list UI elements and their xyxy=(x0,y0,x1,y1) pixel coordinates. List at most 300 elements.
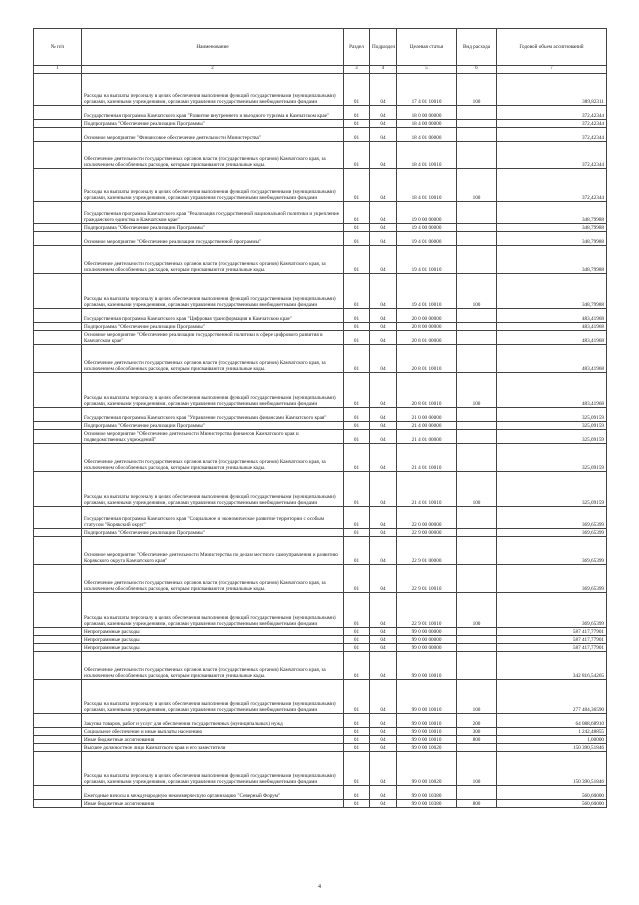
cell-razdel: 01 xyxy=(344,728,370,736)
cell-target: 19 4 01 10010 xyxy=(397,246,457,274)
table-row xyxy=(34,246,607,274)
cell-podrazdel: 04 xyxy=(370,593,397,628)
cell-amount: 325,09159 xyxy=(497,422,607,430)
cell-kind xyxy=(457,507,497,529)
cell-podrazdel: 04 xyxy=(370,331,397,345)
cell-razdel: 01 xyxy=(344,593,370,628)
table-row xyxy=(34,345,607,373)
table-row xyxy=(34,507,607,529)
cell-name: Расходы на выплаты персоналу в целях обеспечения выполнения функций государственными (муниципальными) органами, казенными учреждениями, органами управления государственными внебюджетными фондами xyxy=(82,752,344,786)
cell-amount: 342 816,54265 xyxy=(497,652,607,680)
cell-amount: 483,41968 xyxy=(497,373,607,408)
cell-kind xyxy=(457,202,497,224)
table-row xyxy=(34,752,607,786)
col-index-6: 6 xyxy=(457,66,497,74)
cell-name: Расходы на выплаты персоналу в целях обеспечения выполнения функций государственными (муниципальными) органами, казенными учреждениями, органами управления государственными внебюджетными фондами xyxy=(82,680,344,714)
cell-name: Расходы на выплаты персоналу в целях обеспечения выполнения функций государственными (муниципальными) органами, казенными учреждениями, органами управления государственными внебюджетными фондами xyxy=(82,74,344,106)
cell-name: Основное мероприятие "Финансовое обеспечение деятельности Министерства" xyxy=(82,128,344,142)
table-row xyxy=(34,373,607,408)
cell-name: Государственная программа Камчатского края "Цифровая трансформация в Камчатском крае" xyxy=(82,309,344,323)
cell-name: Расходы на выплаты персоналу в целях обеспечения выполнения функций государственными (муниципальными) органами, казенными учреждениями, органами управления государственными внебюджетными фондами xyxy=(82,593,344,628)
cell-name: Обеспечение деятельности государственных органов власти (государственных органов) Камчатского края, за исключением обособленных расходов, которым присваиваются уникальные коды. xyxy=(82,565,344,593)
cell-kind xyxy=(457,323,497,331)
cell-amount: 587 417,77901 xyxy=(497,644,607,652)
cell-name: Подпрограмма "Обеспечение реализации Программы" xyxy=(82,120,344,128)
table-row xyxy=(34,736,607,744)
cell-kind xyxy=(457,644,497,652)
cell-num xyxy=(34,636,82,644)
cell-razdel: 01 xyxy=(344,537,370,565)
table-row xyxy=(34,786,607,800)
table-row xyxy=(34,537,607,565)
cell-razdel: 01 xyxy=(344,636,370,644)
cell-kind xyxy=(457,331,497,345)
cell-podrazdel: 04 xyxy=(370,232,397,246)
cell-amount: 483,41968 xyxy=(497,323,607,331)
cell-num xyxy=(34,714,82,728)
cell-kind: 800 xyxy=(457,736,497,744)
col-header-name: Наименование xyxy=(82,29,344,66)
cell-podrazdel: 04 xyxy=(370,444,397,472)
cell-num xyxy=(34,331,82,345)
cell-name: Государственная программа Камчатского края "Управление государственными финансами Камчатского края" xyxy=(82,408,344,422)
cell-name: Закупка товаров, работ и услуг для обеспечения государственных (муниципальных) нужд xyxy=(82,714,344,728)
page-number: 4 xyxy=(318,884,321,890)
cell-razdel: 01 xyxy=(344,430,370,444)
cell-podrazdel: 04 xyxy=(370,345,397,373)
cell-podrazdel: 04 xyxy=(370,430,397,444)
cell-num xyxy=(34,529,82,537)
cell-amount: 369,65399 xyxy=(497,565,607,593)
cell-amount: 369,65399 xyxy=(497,529,607,537)
cell-target: 21 4 00 00000 xyxy=(397,422,457,430)
table-body xyxy=(34,74,607,808)
cell-target: 18 4 01 10010 xyxy=(397,169,457,202)
cell-kind xyxy=(457,408,497,422)
cell-amount: 325,09159 xyxy=(497,444,607,472)
cell-kind xyxy=(457,345,497,373)
cell-num xyxy=(34,593,82,628)
cell-num xyxy=(34,120,82,128)
cell-razdel: 01 xyxy=(344,736,370,744)
cell-razdel: 01 xyxy=(344,628,370,636)
table-row xyxy=(34,636,607,644)
cell-target: 99 0 00 10010 xyxy=(397,736,457,744)
cell-num xyxy=(34,232,82,246)
cell-razdel: 01 xyxy=(344,120,370,128)
cell-razdel: 01 xyxy=(344,323,370,331)
table-row xyxy=(34,74,607,106)
cell-target: 99 0 00 10010 xyxy=(397,728,457,736)
cell-podrazdel: 04 xyxy=(370,680,397,714)
cell-num xyxy=(34,408,82,422)
cell-num xyxy=(34,106,82,120)
cell-target: 99 0 00 00000 xyxy=(397,636,457,644)
cell-target: 99 0 00 00000 xyxy=(397,628,457,636)
cell-target: 99 0 00 00000 xyxy=(397,644,457,652)
col-header-num: № п/п xyxy=(34,29,82,66)
cell-razdel: 01 xyxy=(344,786,370,800)
table-row xyxy=(34,652,607,680)
col-index-2: 2 xyxy=(82,66,344,74)
cell-kind xyxy=(457,636,497,644)
cell-podrazdel: 04 xyxy=(370,202,397,224)
cell-num xyxy=(34,202,82,224)
cell-kind: 200 xyxy=(457,714,497,728)
col-header-razdel: Раздел xyxy=(344,29,370,66)
cell-amount: 277 484,36590 xyxy=(497,680,607,714)
table-row xyxy=(34,800,607,808)
cell-podrazdel: 04 xyxy=(370,309,397,323)
col-index-1: 1 xyxy=(34,66,82,74)
cell-name: Основное мероприятие "Обеспечение деятельности Министерства финансов Камчатского края и подведомственных учреждений" xyxy=(82,430,344,444)
table-header-row xyxy=(34,29,607,66)
col-header-target: Целевая статья xyxy=(397,29,457,66)
table-row xyxy=(34,232,607,246)
cell-num xyxy=(34,142,82,169)
cell-razdel: 01 xyxy=(344,472,370,507)
cell-target: 18 0 00 00000 xyxy=(397,106,457,120)
cell-kind: 100 xyxy=(457,373,497,408)
cell-target: 19 0 00 00000 xyxy=(397,202,457,224)
cell-amount: 483,41968 xyxy=(497,309,607,323)
cell-target: 19 4 01 00000 xyxy=(397,232,457,246)
cell-name: Обеспечение деятельности государственных органов власти (государственных органов) Камчатского края, за исключением обособленных расходов, которым присваиваются уникальные коды. xyxy=(82,246,344,274)
cell-podrazdel: 04 xyxy=(370,537,397,565)
cell-podrazdel: 04 xyxy=(370,169,397,202)
cell-amount: 348,79988 xyxy=(497,202,607,224)
cell-amount: 587 417,77901 xyxy=(497,628,607,636)
cell-kind xyxy=(457,128,497,142)
cell-razdel: 01 xyxy=(344,106,370,120)
cell-num xyxy=(34,644,82,652)
cell-num xyxy=(34,169,82,202)
cell-target: 21 4 01 00000 xyxy=(397,430,457,444)
cell-num xyxy=(34,728,82,736)
cell-amount: 372,42344 xyxy=(497,120,607,128)
cell-amount: 348,79988 xyxy=(497,232,607,246)
cell-kind: 100 xyxy=(457,593,497,628)
cell-amount: 369,65399 xyxy=(497,537,607,565)
table-row xyxy=(34,593,607,628)
table-row xyxy=(34,202,607,224)
cell-amount: 325,09159 xyxy=(497,408,607,422)
cell-razdel: 01 xyxy=(344,274,370,309)
cell-kind xyxy=(457,565,497,593)
cell-podrazdel: 04 xyxy=(370,714,397,728)
cell-name: Подпрограмма "Обеспечение реализации Программы" xyxy=(82,529,344,537)
cell-num xyxy=(34,680,82,714)
table-row xyxy=(34,142,607,169)
table-row xyxy=(34,106,607,120)
cell-amount: 150 390,51846 xyxy=(497,752,607,786)
table-row xyxy=(34,274,607,309)
cell-amount: 64 088,68910 xyxy=(497,714,607,728)
cell-target: 20 8 01 10010 xyxy=(397,345,457,373)
cell-num xyxy=(34,507,82,529)
cell-name: Расходы на выплаты персоналу в целях обеспечения выполнения функций государственными (муниципальными) органами, казенными учреждениями, органами управления государственными внебюджетными фондами xyxy=(82,373,344,408)
cell-target: 99 0 00 10010 xyxy=(397,680,457,714)
cell-podrazdel: 04 xyxy=(370,472,397,507)
cell-kind xyxy=(457,106,497,120)
cell-podrazdel: 04 xyxy=(370,120,397,128)
cell-kind: 100 xyxy=(457,680,497,714)
cell-amount: 1,00000 xyxy=(497,736,607,744)
col-header-amount: Годовой объем ассигнований xyxy=(497,29,607,66)
cell-num xyxy=(34,800,82,808)
col-header-kind: Вид расхода xyxy=(457,29,497,66)
cell-target: 20 0 00 00000 xyxy=(397,309,457,323)
budget-table xyxy=(33,28,607,808)
cell-podrazdel: 04 xyxy=(370,373,397,408)
col-index-5: 5 xyxy=(397,66,457,74)
table-row xyxy=(34,408,607,422)
table-row xyxy=(34,128,607,142)
table-row xyxy=(34,169,607,202)
cell-podrazdel: 04 xyxy=(370,565,397,593)
cell-razdel: 01 xyxy=(344,246,370,274)
cell-razdel: 01 xyxy=(344,169,370,202)
cell-name: Ежегодные взносы в международную некоммерческую организацию "Северный Форум" xyxy=(82,786,344,800)
table-row xyxy=(34,728,607,736)
cell-num xyxy=(34,752,82,786)
cell-target: 20 8 01 10010 xyxy=(397,373,457,408)
cell-amount: 587 417,77901 xyxy=(497,636,607,644)
cell-num xyxy=(34,537,82,565)
cell-target: 21 0 00 00000 xyxy=(397,408,457,422)
cell-kind xyxy=(457,744,497,752)
cell-amount: 150 390,51846 xyxy=(497,744,607,752)
cell-kind xyxy=(457,537,497,565)
cell-target: 19 4 00 00000 xyxy=(397,224,457,232)
cell-num xyxy=(34,652,82,680)
table-row xyxy=(34,529,607,537)
cell-target: 22 9 01 10010 xyxy=(397,565,457,593)
cell-kind: 300 xyxy=(457,728,497,736)
cell-amount: 372,42344 xyxy=(497,106,607,120)
table-row xyxy=(34,422,607,430)
cell-num xyxy=(34,430,82,444)
table-row xyxy=(34,565,607,593)
table-row xyxy=(34,680,607,714)
cell-target: 18 4 01 10010 xyxy=(397,142,457,169)
cell-target: 99 0 00 10380 xyxy=(397,800,457,808)
table-row xyxy=(34,430,607,444)
cell-kind xyxy=(457,309,497,323)
col-header-podrazdel: Подраздел xyxy=(370,29,397,66)
cell-target: 22 9 01 00000 xyxy=(397,537,457,565)
cell-podrazdel: 04 xyxy=(370,529,397,537)
cell-target: 21 4 01 10010 xyxy=(397,472,457,507)
cell-num xyxy=(34,274,82,309)
cell-kind xyxy=(457,120,497,128)
cell-podrazdel: 04 xyxy=(370,507,397,529)
cell-razdel: 01 xyxy=(344,224,370,232)
cell-num xyxy=(34,345,82,373)
cell-kind xyxy=(457,142,497,169)
cell-amount: 348,79988 xyxy=(497,246,607,274)
cell-kind xyxy=(457,652,497,680)
cell-kind: 100 xyxy=(457,169,497,202)
cell-podrazdel: 04 xyxy=(370,644,397,652)
col-index-4: 4 xyxy=(370,66,397,74)
cell-kind xyxy=(457,628,497,636)
cell-name: Обеспечение деятельности государственных органов власти (государственных органов) Камчатского края, за исключением обособленных расходов, которым присваиваются уникальные коды. xyxy=(82,652,344,680)
cell-num xyxy=(34,786,82,800)
col-index-7: 7 xyxy=(497,66,607,74)
cell-name: Государственная программа Камчатского края "Реализация государственной национальной политики и укрепление гражданского единства в Камчатском крае" xyxy=(82,202,344,224)
cell-amount: 325,09159 xyxy=(497,472,607,507)
cell-num xyxy=(34,565,82,593)
cell-kind: 100 xyxy=(457,74,497,106)
cell-name: Непрограммные расходы xyxy=(82,636,344,644)
cell-target: 21 4 01 10010 xyxy=(397,444,457,472)
table-row xyxy=(34,444,607,472)
cell-amount: 369,65399 xyxy=(497,507,607,529)
cell-podrazdel: 04 xyxy=(370,274,397,309)
cell-podrazdel: 04 xyxy=(370,408,397,422)
cell-razdel: 01 xyxy=(344,232,370,246)
cell-target: 20 8 01 00000 xyxy=(397,331,457,345)
cell-kind xyxy=(457,444,497,472)
cell-razdel: 01 xyxy=(344,309,370,323)
cell-name: Подпрограмма "Обеспечение реализации Программы" xyxy=(82,323,344,331)
cell-podrazdel: 04 xyxy=(370,652,397,680)
cell-name: Расходы на выплаты персоналу в целях обеспечения выполнения функций государственными (муниципальными) органами, казенными учреждениями, органами управления государственными внебюджетными фондами xyxy=(82,169,344,202)
cell-kind xyxy=(457,430,497,444)
cell-num xyxy=(34,628,82,636)
cell-kind xyxy=(457,246,497,274)
cell-kind xyxy=(457,232,497,246)
cell-name: Обеспечение деятельности государственных органов власти (государственных органов) Камчатского края, за исключением обособленных расходов, которым присваиваются уникальные коды. xyxy=(82,142,344,169)
cell-name: Основное мероприятие "Обеспечение реализации государственной политики в сфере цифрового развития в Камчатском крае" xyxy=(82,331,344,345)
cell-num xyxy=(34,736,82,744)
cell-podrazdel: 04 xyxy=(370,323,397,331)
cell-name: Подпрограмма "Обеспечение реализации Программы" xyxy=(82,224,344,232)
cell-razdel: 01 xyxy=(344,652,370,680)
cell-kind: 100 xyxy=(457,752,497,786)
cell-podrazdel: 04 xyxy=(370,74,397,106)
cell-podrazdel: 04 xyxy=(370,736,397,744)
cell-amount: 372,42344 xyxy=(497,169,607,202)
cell-amount: 560,60000 xyxy=(497,800,607,808)
cell-kind xyxy=(457,786,497,800)
cell-amount: 483,41968 xyxy=(497,345,607,373)
cell-podrazdel: 04 xyxy=(370,142,397,169)
cell-target: 22 9 01 10010 xyxy=(397,593,457,628)
cell-podrazdel: 04 xyxy=(370,106,397,120)
cell-name: Социальное обеспечение и иные выплаты населению xyxy=(82,728,344,736)
cell-kind: 800 xyxy=(457,800,497,808)
cell-target: 18 4 01 00000 xyxy=(397,128,457,142)
cell-name: Непрограммные расходы xyxy=(82,644,344,652)
cell-razdel: 01 xyxy=(344,128,370,142)
cell-target: 99 0 00 10010 xyxy=(397,714,457,728)
table-row xyxy=(34,744,607,752)
cell-razdel: 01 xyxy=(344,565,370,593)
table-row xyxy=(34,224,607,232)
cell-razdel: 01 xyxy=(344,644,370,652)
cell-podrazdel: 04 xyxy=(370,224,397,232)
table-row xyxy=(34,628,607,636)
cell-razdel: 01 xyxy=(344,680,370,714)
cell-razdel: 01 xyxy=(344,714,370,728)
cell-amount: 389,82311 xyxy=(497,74,607,106)
cell-name: Обеспечение деятельности государственных органов власти (государственных органов) Камчатского края, за исключением обособленных расходов, которым присваиваются уникальные коды. xyxy=(82,345,344,373)
cell-name: Высшее должностное лицо Камчатского края и его заместители xyxy=(82,744,344,752)
cell-amount: 560,60000 xyxy=(497,786,607,800)
cell-name: Расходы на выплаты персоналу в целях обеспечения выполнения функций государственными (муниципальными) органами, казенными учреждениями, органами управления государственными внебюджетными фондами xyxy=(82,274,344,309)
cell-name: Основное мероприятие "Обеспечение деятельности Министерства по делам местного самоуправления и развитию Корякского округа Камчатского края" xyxy=(82,537,344,565)
table-row xyxy=(34,309,607,323)
cell-amount: 348,79988 xyxy=(497,224,607,232)
cell-podrazdel: 04 xyxy=(370,636,397,644)
cell-num xyxy=(34,422,82,430)
cell-name: Обеспечение деятельности государственных органов власти (государственных органов) Камчатского края, за исключением обособленных расходов, которым присваиваются уникальные коды. xyxy=(82,444,344,472)
document-page xyxy=(33,28,606,808)
col-index-3: 3 xyxy=(344,66,370,74)
cell-podrazdel: 04 xyxy=(370,628,397,636)
cell-target: 17 4 01 10010 xyxy=(397,74,457,106)
cell-target: 99 0 00 10010 xyxy=(397,652,457,680)
cell-num xyxy=(34,309,82,323)
cell-num xyxy=(34,128,82,142)
cell-name: Подпрограмма "Обеспечение реализации Программы" xyxy=(82,422,344,430)
column-index-row xyxy=(34,66,607,74)
cell-kind xyxy=(457,529,497,537)
cell-name: Непрограммные расходы xyxy=(82,628,344,636)
table-row xyxy=(34,323,607,331)
cell-podrazdel: 04 xyxy=(370,728,397,736)
cell-razdel: 01 xyxy=(344,752,370,786)
cell-razdel: 01 xyxy=(344,202,370,224)
cell-target: 99 0 00 10020 xyxy=(397,744,457,752)
cell-podrazdel: 04 xyxy=(370,128,397,142)
table-row xyxy=(34,714,607,728)
cell-amount: 348,79988 xyxy=(497,274,607,309)
cell-razdel: 01 xyxy=(344,507,370,529)
cell-name: Расходы на выплаты персоналу в целях обеспечения выполнения функций государственными (муниципальными) органами, казенными учреждениями, органами управления государственными внебюджетными фондами xyxy=(82,472,344,507)
cell-razdel: 01 xyxy=(344,444,370,472)
cell-razdel: 01 xyxy=(344,142,370,169)
cell-razdel: 01 xyxy=(344,529,370,537)
cell-podrazdel: 04 xyxy=(370,752,397,786)
cell-num xyxy=(34,472,82,507)
cell-kind xyxy=(457,224,497,232)
cell-num xyxy=(34,323,82,331)
cell-num xyxy=(34,246,82,274)
cell-razdel: 01 xyxy=(344,373,370,408)
cell-amount: 372,42344 xyxy=(497,142,607,169)
cell-razdel: 01 xyxy=(344,408,370,422)
table-row xyxy=(34,331,607,345)
cell-podrazdel: 04 xyxy=(370,422,397,430)
cell-razdel: 01 xyxy=(344,345,370,373)
table-row xyxy=(34,644,607,652)
cell-amount: 483,41968 xyxy=(497,331,607,345)
cell-num xyxy=(34,744,82,752)
cell-amount: 369,65399 xyxy=(497,593,607,628)
cell-razdel: 01 xyxy=(344,331,370,345)
cell-kind: 100 xyxy=(457,472,497,507)
cell-name: Государственная программа Камчатского края "Развитие внутреннего и въездного туризма в Камчатском крае" xyxy=(82,106,344,120)
cell-target: 19 4 01 10010 xyxy=(397,274,457,309)
cell-target: 99 0 00 10020 xyxy=(397,752,457,786)
cell-razdel: 01 xyxy=(344,422,370,430)
cell-target: 22 0 00 00000 xyxy=(397,507,457,529)
cell-name: Иные бюджетные ассигнования xyxy=(82,800,344,808)
cell-razdel: 01 xyxy=(344,74,370,106)
